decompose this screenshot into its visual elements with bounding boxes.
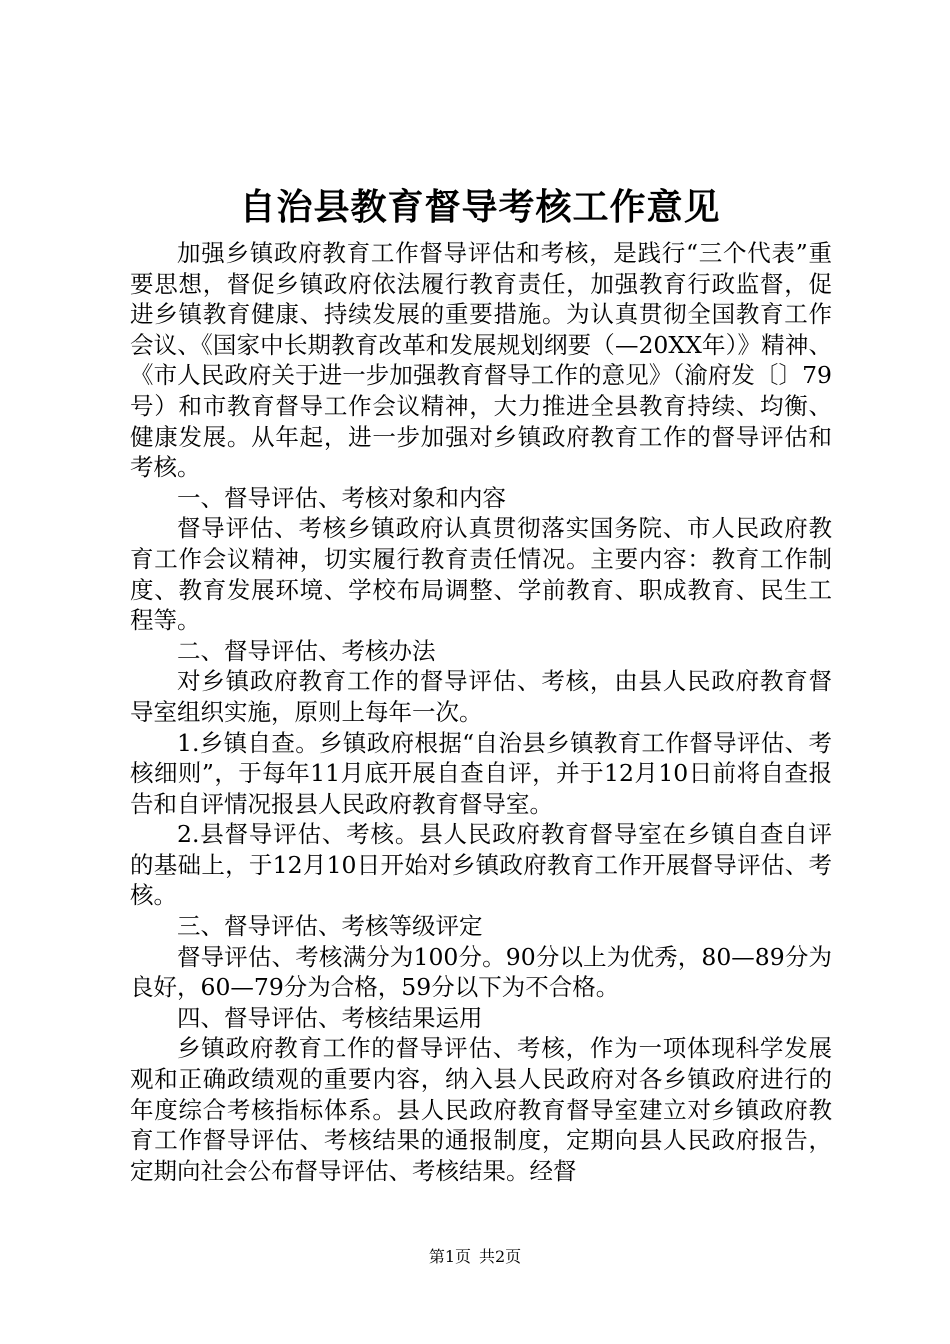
page-number: 第1页 [428, 1247, 471, 1266]
document-title: 自治县教育督导考核工作意见 [239, 186, 721, 228]
paragraph-section-4: 乡镇政府教育工作的督导评估、考核，作为一项体现科学发展观和正确政绩观的重要内容，纳入县人民政府对各乡镇政府进行的年度综合考核指标体系。县人民政府教育督导室建立对乡镇政府教育工作督导评估、考核结果的通报制度，定期向县人民政府报告，定期向社会公布督导评估、考核结果。经督 [130, 1034, 832, 1185]
page-footer [0, 1246, 950, 1268]
paragraph-intro: 加强乡镇政府教育工作督导评估和考核，是践行“三个代表”重要思想，督促乡镇政府依法履行教育责任，加强教育行政监督，促进乡镇教育健康、持续发展的重要措施。为认真贯彻全国教育工作会议、《国家中长期教育改革和发展规划纲要（—20XX年）》精神、《市人民政府关于进一步加强教育督导工作的意见》（渝府发〔〕79号）和市教育督导工作会议精神，大力推进全县教育持续、均衡、健康发展。从年起，进一步加强对乡镇政府教育工作的督导评估和考核。 [130, 239, 832, 482]
section-heading-3: 三、督导评估、考核等级评定 [177, 912, 483, 941]
section-heading-2: 二、督导评估、考核办法 [177, 636, 436, 665]
section-heading-1: 一、督导评估、考核对象和内容 [177, 483, 506, 512]
paragraph-section-3: 督导评估、考核满分为100分。90分以上为优秀，80—89分为良好，60—79分为合格，59分以下为不合格。 [130, 942, 832, 1002]
paragraph-item-1: 1.乡镇自查。乡镇政府根据“自治县乡镇教育工作督导评估、考核细则”，于每年11月底开展自查自评，并于12月10日前将自查报告和自评情况报县人民政府教育督导室。 [130, 728, 832, 818]
page-total: 共2页 [479, 1247, 522, 1266]
section-heading-4: 四、督导评估、考核结果运用 [177, 1003, 483, 1032]
paragraph-item-2: 2.县督导评估、考核。县人民政府教育督导室在乡镇自查自评的基础上，于12月10日开始对乡镇政府教育工作开展督导评估、考核。 [130, 820, 832, 910]
paragraph-section-1: 督导评估、考核乡镇政府认真贯彻落实国务院、市人民政府教育工作会议精神，切实履行教育责任情况。主要内容：教育工作制度、教育发展环境、学校布局调整、学前教育、职成教育、民生工程等。 [130, 514, 832, 635]
document-body [130, 238, 832, 1186]
paragraph-section-2: 对乡镇政府教育工作的督导评估、考核，由县人民政府教育督导室组织实施，原则上每年一次。 [130, 667, 832, 726]
